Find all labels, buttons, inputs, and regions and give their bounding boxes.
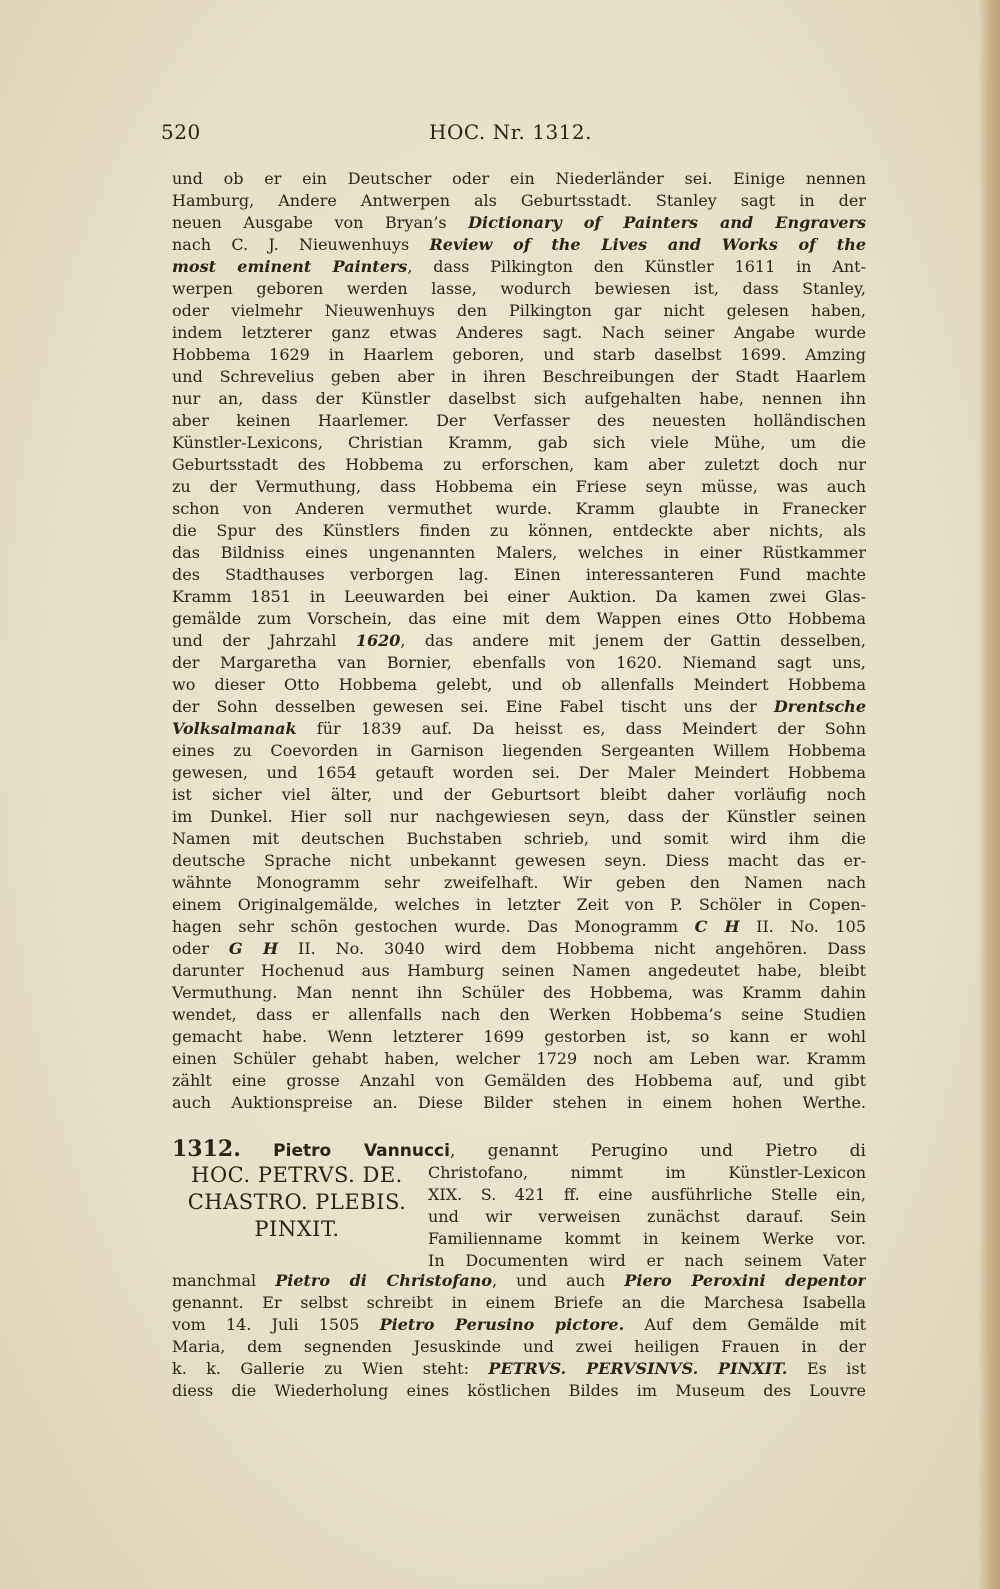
emphasized-text: Volksalmanak [172, 719, 297, 738]
text-run: Namen mit deutschen Buchstaben schrieb, und somit wird ihm die [172, 829, 866, 848]
text-run: Maria, dem segnenden Jesuskinde und zwei heiligen Frauen in der [172, 1337, 866, 1356]
entry-heading [172, 1136, 866, 1162]
emphasized-text: Review of the Lives and Works of the [429, 235, 866, 254]
text-run: wendet, dass er allenfalls nach den Werken Hobbema’s seine Studien [172, 1005, 866, 1024]
text-run: aber keinen Haarlemer. Der Verfasser des neuesten holländischen [172, 411, 866, 430]
text-line [172, 850, 866, 872]
text-line [172, 564, 866, 586]
text-line [172, 1070, 866, 1092]
running-head: HOC. Nr. 1312. [429, 120, 592, 144]
text-line [172, 1314, 866, 1336]
text-run: einen Schüler gehabt haben, welcher 1729 noch am Leben war. Kramm [172, 1049, 866, 1068]
text-line [172, 190, 866, 212]
text-run: deutsche Sprache nicht unbekannt gewesen seyn. Diess macht das er- [172, 851, 866, 870]
text-line [172, 388, 866, 410]
text-run: , dass Pilkington den Künstler 1611 in Ant- [407, 257, 866, 276]
text-run: Künstler-Lexicons, Christian Kramm, gab sich viele Mühe, um die [172, 433, 866, 452]
text-run: für 1839 auf. Da heisst es, dass Meindert der Sohn [296, 719, 866, 738]
emphasized-text: Pietro di Christofano [275, 1271, 492, 1290]
text-line [172, 256, 866, 278]
emphasized-text: Piero Peroxini depentor [624, 1271, 866, 1290]
text-run: neuen Ausgabe von Bryan’s [172, 213, 469, 232]
text-line [172, 410, 866, 432]
text-line [172, 168, 866, 190]
text-run: des Stadthauses verborgen lag. Einen interessanteren Fund machte [172, 565, 866, 584]
text-run: manchmal [172, 1271, 276, 1290]
text-line: Familienname kommt in keinem Werke vor. [428, 1229, 866, 1248]
text-run: ist sicher viel älter, und der Geburtsort bleibt daher vorläufig noch [172, 785, 866, 804]
text-line [172, 630, 866, 652]
text-line [172, 476, 866, 498]
text-run: darunter Hochenud aus Hamburg seinen Namen angedeutet habe, bleibt [172, 961, 866, 980]
text-run: die Spur des Künstlers finden zu können, entdeckte aber nichts, als [172, 521, 866, 540]
text-run: k. k. Gallerie zu Wien steht: [172, 1359, 489, 1378]
text-line [172, 498, 866, 520]
text-line: In Documenten wird er nach seinem Vater [428, 1251, 866, 1270]
text-line [172, 1380, 866, 1402]
page-number: 520 [161, 120, 201, 144]
text-run: im Dunkel. Hier soll nur nachgewiesen seyn, dass der Künstler seinen [172, 807, 866, 826]
entry-side-text [428, 1162, 866, 1272]
page-edge-shadow [978, 0, 1000, 1589]
text-line [172, 982, 866, 1004]
text-line [172, 322, 866, 344]
text-run: Hobbema 1629 in Haarlem geboren, und starb daselbst 1699. Amzing [172, 345, 866, 364]
text-run: Es ist [787, 1359, 866, 1378]
text-run: hagen sehr schön gestochen wurde. Das Monogramm [172, 917, 695, 936]
emphasized-text: C H [694, 917, 740, 936]
text-line [172, 432, 866, 454]
text-run: werpen geboren werden lasse, wodurch bewiesen ist, dass Stanley, [172, 279, 866, 298]
entry-body-text [172, 1270, 866, 1402]
text-line [172, 586, 866, 608]
emphasized-text: most eminent Painters [172, 257, 408, 276]
text-line [172, 542, 866, 564]
text-run: , das andere mit jenem der Gattin desselben, [400, 631, 866, 650]
text-run: indem letzterer ganz etwas Anderes sagt. Nach seiner Angabe wurde [172, 323, 866, 342]
text-run: einem Originalgemälde, welches in letzter Zeit von P. Schöler in Copen- [172, 895, 866, 914]
emphasized-text: Dictionary of Painters and Engravers [468, 213, 866, 232]
artist-name: Pietro Vannucci [273, 1141, 450, 1161]
text-run: Auf dem Gemälde mit [624, 1315, 866, 1334]
text-line [172, 652, 866, 674]
text-line [172, 234, 866, 256]
text-line [172, 960, 866, 982]
text-run: II. No. 105 [739, 917, 866, 936]
text-line: und wir verweisen zunächst darauf. Sein [428, 1207, 866, 1226]
entry-1312 [172, 1136, 866, 1402]
text-run: oder [172, 939, 229, 958]
text-run: genannt. Er selbst schreibt in einem Briefe an die Marchesa Isabella [172, 1293, 866, 1312]
text-run: wähnte Monogramm sehr zweifelhaft. Wir geben den Namen nach [172, 873, 866, 892]
text-line [172, 828, 866, 850]
emphasized-text: PETRVS. PERVSINVS. PINXIT. [488, 1359, 788, 1378]
text-line [172, 872, 866, 894]
text-line [172, 938, 866, 960]
text-line [172, 894, 866, 916]
text-run: nur an, dass der Künstler daselbst sich aufgehalten habe, nennen ihn [172, 389, 866, 408]
text-line [172, 916, 866, 938]
text-run: Hamburg, Andere Antwerpen als Geburtsstadt. Stanley sagt in der [172, 191, 866, 210]
text-line [172, 212, 866, 234]
text-line [172, 762, 866, 784]
emphasized-text: G H [228, 939, 279, 958]
monogram-line: CHASTRO. PLEBIS. [187, 1190, 407, 1214]
text-run: vom 14. Juli 1505 [172, 1315, 380, 1334]
text-line [172, 718, 866, 740]
text-run: Kramm 1851 in Leeuwarden bei einer Auktion. Da kamen zwei Glas- [172, 587, 866, 606]
text-run: eines zu Coevorden in Garnison liegenden Sergeanten Willem Hobbema [172, 741, 866, 760]
text-run: der Margaretha van Bornier, ebenfalls von 1620. Niemand sagt uns, [172, 653, 866, 672]
text-run: gemälde zum Vorschein, das eine mit dem Wappen eines Otto Hobbema [172, 609, 866, 628]
text-run: , und auch [491, 1271, 625, 1290]
text-run: und der Jahrzahl [172, 631, 356, 650]
text-line [172, 1292, 866, 1314]
text-line: XIX. S. 421 ff. eine ausführliche Stelle ein, [428, 1185, 866, 1204]
text-line: Christofano, nimmt im Künstler-Lexicon [428, 1163, 866, 1182]
text-line [172, 520, 866, 542]
text-line [172, 1270, 866, 1292]
entry-monogram-block [172, 1162, 866, 1270]
text-run: auch Auktionspreise an. Diese Bilder stehen in einem hohen Werthe. [172, 1093, 866, 1112]
entry-heading-rest: , genannt Perugino und Pietro di [449, 1141, 866, 1161]
monogram-inscription [172, 1162, 422, 1243]
text-run: und ob er ein Deutscher oder ein Niederländer sei. Einige nennen [172, 169, 866, 188]
text-run: diess die Wiederholung eines köstlichen Bildes im Museum des Louvre [172, 1381, 866, 1400]
text-line [172, 1026, 866, 1048]
text-run: wo dieser Otto Hobbema gelebt, und ob allenfalls Meindert Hobbema [172, 675, 866, 694]
text-run: das Bildniss eines ungenannten Malers, welches in einer Rüstkammer [172, 543, 866, 562]
text-line [172, 454, 866, 476]
text-run: zu der Vermuthung, dass Hobbema ein Friese seyn müsse, was auch [172, 477, 866, 496]
text-line [172, 1092, 866, 1114]
text-run: gemacht habe. Wenn letzterer 1699 gestorben ist, so kann er wohl [172, 1027, 866, 1046]
text-line [172, 608, 866, 630]
text-run: Vermuthung. Man nennt ihn Schüler des Hobbema, was Kramm dahin [172, 983, 866, 1002]
entry-number: 1312. [172, 1136, 241, 1162]
text-line [172, 1004, 866, 1026]
text-run: oder vielmehr Nieuwenhuys den Pilkington gar nicht gelesen haben, [172, 301, 866, 320]
text-run: schon von Anderen vermuthet wurde. Kramm glaubte in Franecker [172, 499, 866, 518]
monogram-line: PINXIT. [254, 1217, 340, 1241]
text-line [172, 696, 866, 718]
text-line [172, 344, 866, 366]
emphasized-text: 1620 [355, 631, 401, 650]
text-line [172, 740, 866, 762]
text-line [172, 278, 866, 300]
text-run: und Schrevelius geben aber in ihren Beschreibungen der Stadt Haarlem [172, 367, 866, 386]
text-line [172, 806, 866, 828]
text-line [172, 1358, 866, 1380]
text-run: gewesen, und 1654 getauft worden sei. Der Maler Meindert Hobbema [172, 763, 866, 782]
text-run: zählt eine grosse Anzahl von Gemälden des Hobbema auf, und gibt [172, 1071, 866, 1090]
text-line [172, 1336, 866, 1358]
text-line [172, 1048, 866, 1070]
text-line [172, 366, 866, 388]
emphasized-text: Drentsche [773, 697, 866, 716]
monogram-line: HOC. PETRVS. DE. [191, 1163, 403, 1187]
page-header [161, 120, 861, 150]
emphasized-text: Pietro Perusino pictore. [379, 1315, 625, 1334]
text-run: Geburtsstadt des Hobbema zu erforschen, kam aber zuletzt doch nur [172, 455, 866, 474]
text-line [172, 300, 866, 322]
text-line [172, 674, 866, 696]
text-run: nach C. J. Nieuwenhuys [172, 235, 430, 254]
main-text-block [172, 168, 866, 1114]
text-run: II. No. 3040 wird dem Hobbema nicht angehören. Dass [278, 939, 866, 958]
text-line [172, 784, 866, 806]
text-run: der Sohn desselben gewesen sei. Eine Fabel tischt uns der [172, 697, 774, 716]
